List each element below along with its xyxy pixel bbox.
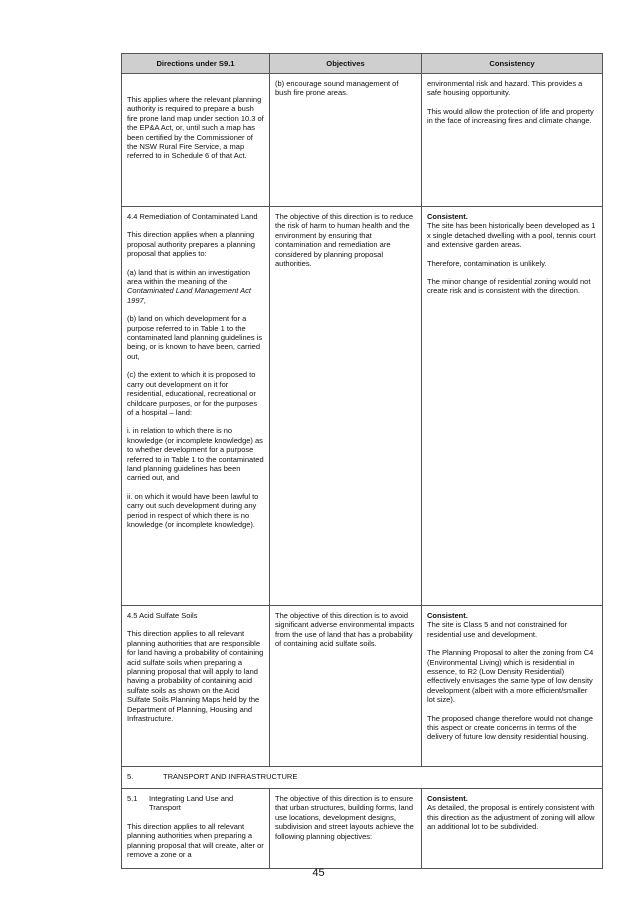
act-name: Contaminated Land Management Act 1997 [127,286,251,305]
consistency-cell [422,207,603,606]
table-row [122,789,603,869]
direction-text: This direction applies to all relevant planning authorities that are responsible for land having a probability of containing acid sulfate soils when preparing a planning proposal that will apply to land having a probability of containing acid sulfate soils as shown on the Acid Sulfate Soils Planning Maps held by the Department of Planning, Housing and Infrastructure. [127,629,264,724]
objective-text: (b) encourage sound management of bush fire prone areas. [275,79,399,98]
header-row [122,54,603,74]
consistency-text: The site is Class 5 and not constrained for residential use and development. [427,620,568,639]
header-objectives: Objectives [270,54,422,74]
consistency-text: The Planning Proposal to alter the zoning from C4 (Environmental Living) which is residential in essence, to R2 (Low Density Residential) effectively envisages the same type of low density development (albeit with a more efficient/smaller lot size). [427,648,594,705]
consistency-label: Consistent. [427,212,468,221]
direction-item: i. in relation to which there is no knowledge (or incomplete knowledge) as to whether development for a purpose referred to in Table 1 to the contaminated land planning guidelines has been carried out, and [127,426,264,483]
direction-cell [122,207,270,606]
direction-cell [122,74,270,207]
table-row [122,74,603,207]
direction-item: (c) the extent to which it is proposed to carry out development on it for residential, educational, recreational or childcare purposes, or for the purposes of a hospital – land: [127,370,258,417]
consistency-label: Consistent. [427,611,468,620]
consistency-text: As detailed, the proposal is entirely consistent with this direction as the adjustment of zoning will allow an additional lot to be subdivided. [427,803,595,832]
direction-title-text: Integrating Land Use and Transport [149,794,234,813]
objective-cell [270,606,422,767]
consistency-label: Consistent. [427,794,468,803]
item-text: (a) land that is within an investigation area within the meaning of the [127,267,250,287]
objective-text: The objective of this direction is to ensure that urban structures, building forms, land use locations, development designs, subdivision and street layouts achieve the following planning objectives: [275,794,414,841]
header-directions: Directions under S9.1 [122,54,270,74]
direction-item [127,268,264,306]
objective-text: The objective of this direction is to reduce the risk of harm to human health and the environment by ensuring that contamination and remediation are considered by planning proposal authorities. [275,212,413,269]
section-row [122,767,603,789]
table-row [122,207,603,606]
item-text: , [143,295,146,305]
table-row [122,606,603,767]
consistency-text: The site has been historically been developed as 1 x single detached dwelling with a pool, tennis court and extensive garden areas. [427,221,596,250]
direction-cell [122,789,270,869]
consistency-cell [422,789,603,869]
direction-cell [122,606,270,767]
consistency-text: The proposed change therefore would not change this aspect or create concerns in terms of the delivery of future low density residential housing. [427,713,593,742]
direction-text: This applies where the relevant planning authority is required to prepare a bush fire prone land map under section 10.3 of the EP&A Act, or, until such a map has been certified by the Commissioner of the NSW Rural Fire Service, a map referred to in Schedule 6 of that Act. [127,95,264,161]
direction-number: 5.1 [127,794,138,803]
consistency-text: This would allow the protection of life and property in the face of increasing fires and climate change. [427,106,594,126]
section-title: TRANSPORT AND INFRASTRUCTURE [163,772,298,781]
objective-text: The objective of this direction is to avoid significant adverse environmental impacts from the use of land that has a probability of containing acid sulfate soils. [275,611,415,649]
objective-cell [270,74,422,207]
direction-item: (b) land on which development for a purpose referred to in Table 1 to the contaminated land planning guidelines is being, or is known to have been, carried out, [127,314,263,361]
direction-title: 4.4 Remediation of Contaminated Land [127,212,258,221]
consistency-text: Therefore, contamination is unlikely. [427,258,547,268]
consistency-cell [422,606,603,767]
consistency-text: environmental risk and hazard. This provides a safe housing opportunity. [427,79,583,98]
section-heading [122,767,603,789]
objective-cell [270,207,422,606]
direction-title [127,794,264,813]
section-number: 5. [127,772,134,781]
direction-title: 4.5 Acid Sulfate Soils [127,611,198,620]
s91-directions-table [121,53,603,869]
consistency-text: The minor change of residential zoning would not create risk and is consistent with the direction. [427,277,591,296]
page-number: 45 [312,867,325,879]
header-consistency: Consistency [422,54,603,74]
objective-cell [270,789,422,869]
direction-item: ii. on which it would have been lawful to carry out such development during any period in respect of which there is no knowledge (or incomplete knowledge). [127,491,259,529]
direction-text: This direction applies when a planning proposal authority prepares a planning proposal that applies to: [127,230,256,259]
direction-text: This direction applies to all relevant planning authorities when preparing a planning proposal that will create, alter or remove a zone or a [127,821,264,860]
consistency-cell [422,74,603,207]
